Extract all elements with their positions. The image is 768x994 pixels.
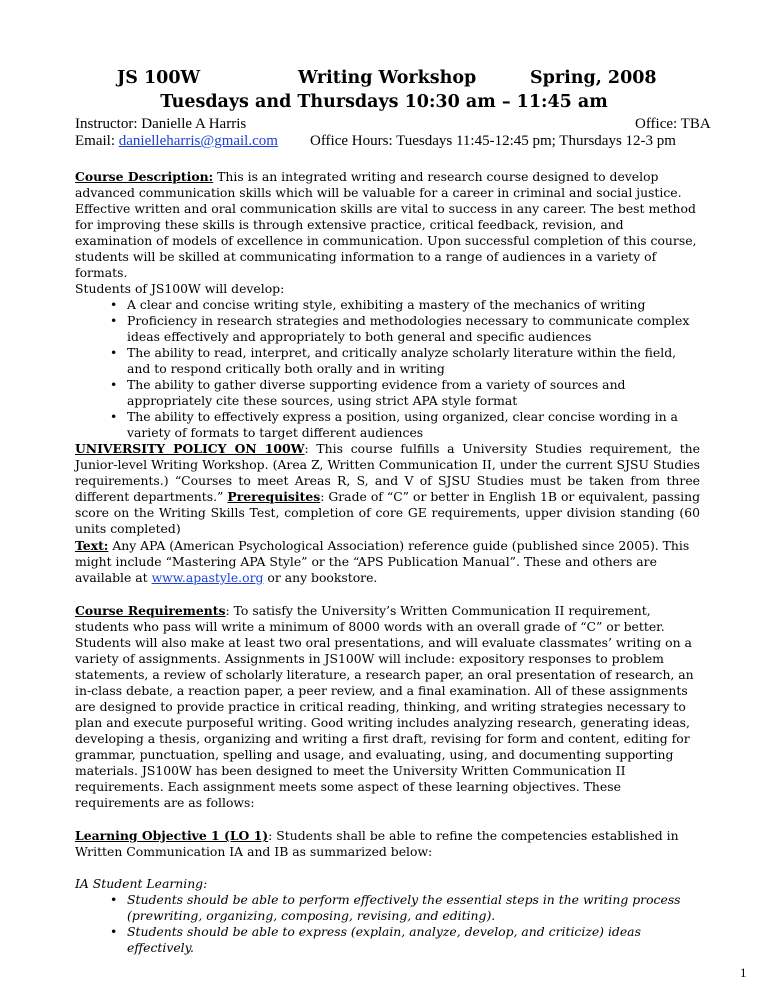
- policy-text: : This course fulfills a University Studies requirement, the Junior-level Writing Workshop. (Area Z, Written Communication II, under the current SJSU Studies requirements.) “Courses to meet Areas R, S, and V of SJSU Studies must be taken from three different departments.”: [75, 441, 700, 504]
- apastyle-link[interactable]: www.apastyle.org: [151, 570, 264, 585]
- text-section: [75, 538, 700, 586]
- ia-heading: IA Student Learning:: [75, 876, 208, 891]
- email-line: [75, 133, 278, 150]
- policy-heading: UNIVERSITY POLICY ON 100W: [75, 441, 305, 456]
- lo1-heading: Learning Objective 1 (LO 1): [75, 828, 269, 843]
- course-code: JS 100W: [117, 68, 201, 88]
- description-heading: Course Description:: [75, 169, 214, 184]
- course-schedule: Tuesdays and Thursdays 10:30 am – 11:45 am: [160, 92, 608, 112]
- course-description: [75, 169, 700, 281]
- description-text: This is an integrated writing and research course designed to develop advanced communication skills which will be valuable for a career in criminal and social justice. Effective written and oral communication skills are vital to success in any career. The best method for improving these skills is through extensive practice, critical feedback, revision, and examination of models of excellence in communication. Upon successful completion of this course, students will be skilled at communicating information to a range of audiences in a variety of formats.: [75, 169, 697, 280]
- ia-list: [75, 892, 700, 956]
- text-body-end: or any bookstore.: [263, 570, 378, 585]
- list-item: • Proficiency in research strategies and methodologies necessary to communicate complex ideas effectively and appropriately to both general and specific audiences: [75, 313, 700, 345]
- prerequisites-text: : Grade of “C” or better in English 1B or equivalent, passing score on the Writing Skills Test, completion of core GE requirements, upper division standing (60 units completed): [75, 489, 701, 536]
- office-location: Office: TBA: [635, 116, 711, 132]
- office-hours: Office Hours: Tuesdays 11:45-12:45 pm; Thursdays 12-3 pm: [310, 133, 676, 149]
- university-policy: [75, 441, 700, 537]
- list-item: • Students should be able to express (explain, analyze, develop, and criticize) ideas effectively.: [75, 924, 700, 956]
- prerequisites-heading: Prerequisites: [227, 489, 321, 504]
- develop-intro: Students of JS100W will develop:: [75, 281, 285, 296]
- text-body: Any APA (American Psychological Association) reference guide (published since 2005). This might include “Mastering APA Style” or the “APS Publication Manual”. These and others are available at: [75, 538, 690, 585]
- list-item: • The ability to gather diverse supporting evidence from a variety of sources and appropriately cite these sources, using strict APA style format: [75, 377, 700, 409]
- email-link[interactable]: danielleharris@gmail.com: [118, 133, 278, 149]
- requirements-text: : To satisfy the University’s Written Communication II requirement, students who pass will write a minimum of 8000 words with an overall grade of “C” or better. Students will also make at least two oral presentations, and will evaluate classmates’ writing on a variety of assignments. Assignments in JS100W will include: expository responses to problem statements, a review of scholarly literature, a research paper, an oral presentation of research, an in-class debate, a reaction paper, a peer review, and a final examination. All of these assignments are designed to provide practice in critical reading, thinking, and writing strategies necessary to plan and execute purposeful writing. Good writing includes analyzing research, generating ideas, developing a thesis, organizing and writing a first draft, revising for form and content, editing for grammar, punctuation, spelling and usage, and evaluating, using, and documenting supporting materials. JS100W has been designed to meet the University Written Communication II requirements. Each assignment meets some aspect of these learning objectives. These requirements are as follows:: [75, 603, 694, 810]
- list-item: • A clear and concise writing style, exhibiting a mastery of the mechanics of writing: [75, 297, 700, 313]
- course-title: Writing Workshop: [298, 68, 477, 88]
- ia-student-learning: [75, 876, 700, 956]
- course-requirements: [75, 603, 700, 811]
- list-item: • Students should be able to perform effectively the essential steps in the writing process (prewriting, organizing, composing, revising, and editing).: [75, 892, 700, 924]
- list-item: • The ability to effectively express a position, using organized, clear concise wording in a variety of formats to target different audiences: [75, 409, 700, 441]
- title-row: [0, 68, 768, 90]
- list-item: • The ability to read, interpret, and critically analyze scholarly literature within the field, and to respond critically both orally and in writing: [75, 345, 700, 377]
- develop-section: [75, 281, 700, 441]
- instructor-name: Instructor: Danielle A Harris: [75, 116, 247, 132]
- requirements-heading: Course Requirements: [75, 603, 226, 618]
- page-number: 1: [740, 965, 747, 980]
- learning-objective-1: [75, 828, 700, 860]
- text-heading: Text:: [75, 538, 109, 553]
- course-term: Spring, 2008: [530, 68, 657, 88]
- email-label: Email:: [75, 133, 119, 149]
- lo1-text: : Students shall be able to refine the competencies established in Written Communication IA and IB as summarized below:: [75, 828, 679, 859]
- develop-list: [75, 297, 700, 441]
